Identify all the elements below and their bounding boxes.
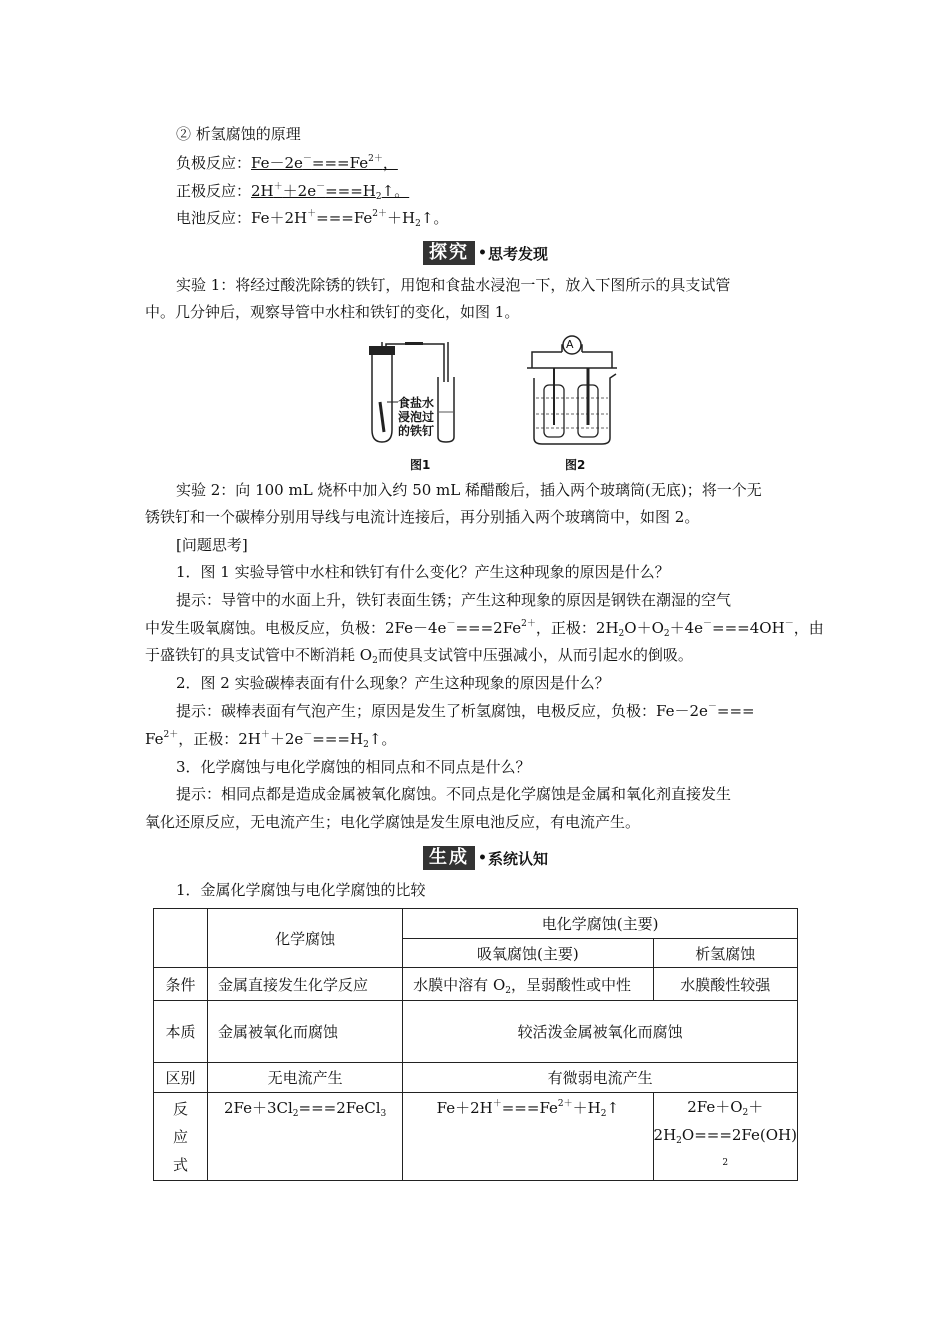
section-heading: ② 析氢腐蚀的原理 [176,125,301,143]
table-row [154,1063,798,1093]
explore-badge: 探究 [423,241,475,265]
question-2: 2．图 2 实验碳棒表面有什么现象？产生这种现象的原因是什么？ [176,674,610,692]
experiment2-line1: 实验 2：向 100 mL 烧杯中加入约 50 mL 稀醋酸后，插入两个玻璃筒(无底)；将一个无 [176,481,762,499]
table-row [154,968,798,1001]
explore-title: 思考发现 [487,244,548,263]
positive-electrode-reaction [176,181,409,201]
fig1-label-3: 的铁钉 [398,424,435,438]
negative-electrode-reaction [176,153,398,173]
col-oxygen-header: 吸氧腐蚀(主要) [403,939,653,968]
row-equation-label: 反 应 式 [154,1093,208,1181]
answer-1-line2: 中发生吸氧腐蚀。电极反应，负极：$2Fe-4e^-===2Fe^{2+}$，正极：$2H_2O+O_2+4e^-===4OH^-$，由 [145,619,824,639]
eq-hydrogen: $2Fe+O_2+$ $2H_2O===2Fe(OH)$ 2 [653,1093,797,1181]
experiment1-line1: 实验 1：将经过酸洗除锈的铁钉，用饱和食盐水浸泡一下，放入下图所示的具支试管 [176,276,731,294]
row-difference-label: 区别 [154,1063,208,1093]
col-chem-header: 化学腐蚀 [208,909,403,968]
diff-electro: 有微弱电流产生 [403,1063,798,1093]
answer-1-line3: 于盛铁钉的具支试管中不断消耗 $O_2$而使具支试管中压强减小，从而引起水的倒吸。 [145,646,693,666]
explore-banner: 探究 • 思考发现 [423,241,548,265]
eq-oxygen: $Fe+2H^+===Fe^{2+}+H_2↑$ [403,1093,653,1181]
answer-2-line1: 提示：碳棒表面有气泡产生；原因是发生了析氢腐蚀，电极反应，负极：Fe－2e－=== [176,702,755,720]
diff-chem: 无电流产生 [208,1063,403,1093]
generate-badge: 生成 [423,846,475,870]
neg-equation: $Fe-2e^-===Fe^{2+}$， [251,154,398,172]
fig2-caption: 图2 [565,458,586,472]
table-row [154,1093,798,1181]
ess-electro: 较活泼金属被氧化而腐蚀 [403,1001,798,1063]
ammeter-label: A [566,338,574,351]
ess-chem: 金属被氧化而腐蚀 [208,1001,403,1063]
cell-reaction: 电池反应：$Fe+2H^+===Fe^{2+}+H_2↑$。 [176,209,449,229]
fig1-label-1: 食盐水 [398,396,435,410]
eq-chem: $2Fe+3Cl_2===2FeCl_3$ [208,1093,403,1181]
cell-label: 电池反应： [176,209,252,227]
answer-1-line1: 提示：导管中的水面上升，铁钉表面生锈；产生这种现象的原因是钢铁在潮湿的空气 [176,591,732,609]
experiment2-line2: 锈铁钉和一个碳棒分别用导线与电流计连接后，再分别插入两个玻璃筒中，如图 2。 [145,508,700,526]
cond-oxygen: 水膜中溶有 $O_2$，呈弱酸性或中性 [403,968,653,1001]
col-electro-header: 电化学腐蚀(主要) [403,909,798,939]
cond-chem: 金属直接发生化学反应 [208,968,403,1001]
col-hydrogen-header: 析氢腐蚀 [653,939,797,968]
question-3: 3．化学腐蚀与电化学腐蚀的相同点和不同点是什么？ [176,758,531,776]
pos-label: 正极反应： [176,182,252,200]
comparison-table [153,908,798,1181]
table-corner [154,909,208,968]
answer-3-line1: 提示：相同点都是造成金属被氧化腐蚀。不同点是化学腐蚀是金属和氧化剂直接发生 [176,785,732,803]
generate-title: 系统认知 [487,849,548,868]
generate-banner: 生成 • 系统认知 [423,846,548,870]
question-1: 1．图 1 实验导管中水柱和铁钉有什么变化？产生这种现象的原因是什么？ [176,563,670,581]
fig1-caption: 图1 [410,458,431,472]
row-condition-label: 条件 [154,968,208,1001]
neg-label: 负极反应： [176,154,252,172]
table-row [154,1001,798,1063]
experiment1-line2: 中。几分钟后，观察导管中水柱和铁钉的变化，如图 1。 [145,303,520,321]
fig1-label-2: 浸泡过 [398,410,435,424]
row-essence-label: 本质 [154,1001,208,1063]
answer-2-line2: $Fe^{2+}$，正极：$2H^++2e^-===H_2↑$。 [145,730,397,750]
pos-equation: $2H^++2e^-===H_2↑$。 [251,182,410,202]
questions-header: [问题思考] [176,536,248,554]
comparison-heading: 1．金属化学腐蚀与电化学腐蚀的比较 [176,881,426,899]
cond-hydrogen: 水膜酸性较强 [653,968,797,1001]
answer-3-line2: 氧化还原反应，无电流产生；电化学腐蚀是发生原电池反应，有电流产生。 [145,813,641,831]
